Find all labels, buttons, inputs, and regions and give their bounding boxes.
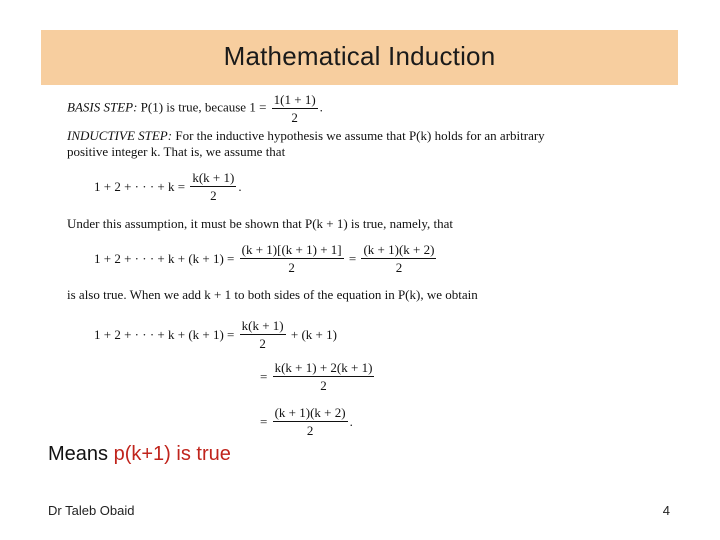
- show-text: Under this assumption, it must be shown that P(k + 1) is true, namely, that: [67, 216, 453, 231]
- hypothesis-denominator: 2: [210, 188, 217, 203]
- basis-fraction-denominator: 2: [291, 110, 298, 125]
- also-text: is also true. When we add k + 1 to both sides of the equation in P(k), we obtain: [67, 287, 478, 302]
- basis-fraction-numerator: 1(1 + 1): [273, 92, 316, 107]
- show-text-line: [67, 216, 453, 232]
- derivation-line-3: [260, 405, 353, 438]
- derivation-fraction-2-denominator: 2: [320, 378, 327, 393]
- derivation-line-2-equals: =: [260, 368, 268, 384]
- conclusion-highlight: p(k+1) is true: [113, 443, 231, 465]
- conclusion-prefix: Means: [48, 443, 114, 465]
- derivation-line-2: [260, 360, 376, 393]
- proof-image: [67, 90, 652, 440]
- inductive-step-text: For the inductive hypothesis we assume that P(k) holds for an arbitrary: [175, 128, 545, 143]
- derivation-fraction-1: [240, 318, 286, 351]
- slide-title: Mathematical Induction: [223, 41, 496, 71]
- target-equation: [94, 242, 438, 275]
- basis-fraction: [272, 92, 318, 125]
- page-number: 4: [662, 503, 670, 518]
- derivation-fraction-2: [273, 360, 375, 393]
- derivation-fraction-3: [273, 405, 348, 438]
- target-mid-equals: =: [348, 250, 357, 266]
- hypothesis-lhs: 1 + 2 + · · · + k =: [94, 178, 186, 194]
- hypothesis-equation: [94, 170, 242, 203]
- derivation-line-3-equals: =: [260, 413, 268, 429]
- derivation-fraction-1-numerator: k(k + 1): [241, 318, 284, 333]
- hypothesis-numerator: k(k + 1): [192, 170, 235, 185]
- inductive-step-label: INDUCTIVE STEP:: [67, 128, 173, 143]
- basis-period: .: [319, 99, 323, 115]
- hypothesis-period: .: [238, 178, 242, 194]
- target-fraction-1-numerator: (k + 1)[(k + 1) + 1]: [241, 242, 342, 257]
- target-fraction-1: [240, 242, 344, 275]
- derivation-fraction-3-numerator: (k + 1)(k + 2): [274, 405, 346, 420]
- derivation-line-1-tail: + (k + 1): [290, 326, 337, 342]
- basis-step-text: P(1) is true, because 1 =: [140, 99, 267, 115]
- derivation-line-1: [94, 318, 337, 351]
- basis-step-label: BASIS STEP:: [67, 99, 138, 115]
- target-fraction-2: [361, 242, 436, 275]
- author-footer: Dr Taleb Obaid: [48, 503, 135, 518]
- basis-step-line: [67, 92, 323, 125]
- target-lhs: 1 + 2 + · · · + k + (k + 1) =: [94, 250, 235, 266]
- title-bar: [41, 30, 678, 85]
- derivation-lhs: 1 + 2 + · · · + k + (k + 1) =: [94, 326, 235, 342]
- also-text-line: [67, 287, 478, 303]
- inductive-step-line: [67, 128, 545, 144]
- derivation-fraction-1-denominator: 2: [259, 336, 266, 351]
- target-fraction-2-numerator: (k + 1)(k + 2): [363, 242, 435, 257]
- conclusion-text: [48, 443, 231, 466]
- target-fraction-1-denominator: 2: [288, 260, 295, 275]
- inductive-step-line-2: [67, 144, 285, 160]
- inductive-step-text-2: positive integer k. That is, we assume that: [67, 144, 286, 159]
- derivation-fraction-3-denominator: 2: [306, 423, 314, 438]
- hypothesis-fraction: [190, 170, 236, 203]
- derivation-fraction-2-numerator: k(k + 1) + 2(k + 1): [274, 360, 373, 375]
- target-fraction-2-denominator: 2: [395, 260, 403, 275]
- derivation-line-3-period: .: [349, 413, 353, 429]
